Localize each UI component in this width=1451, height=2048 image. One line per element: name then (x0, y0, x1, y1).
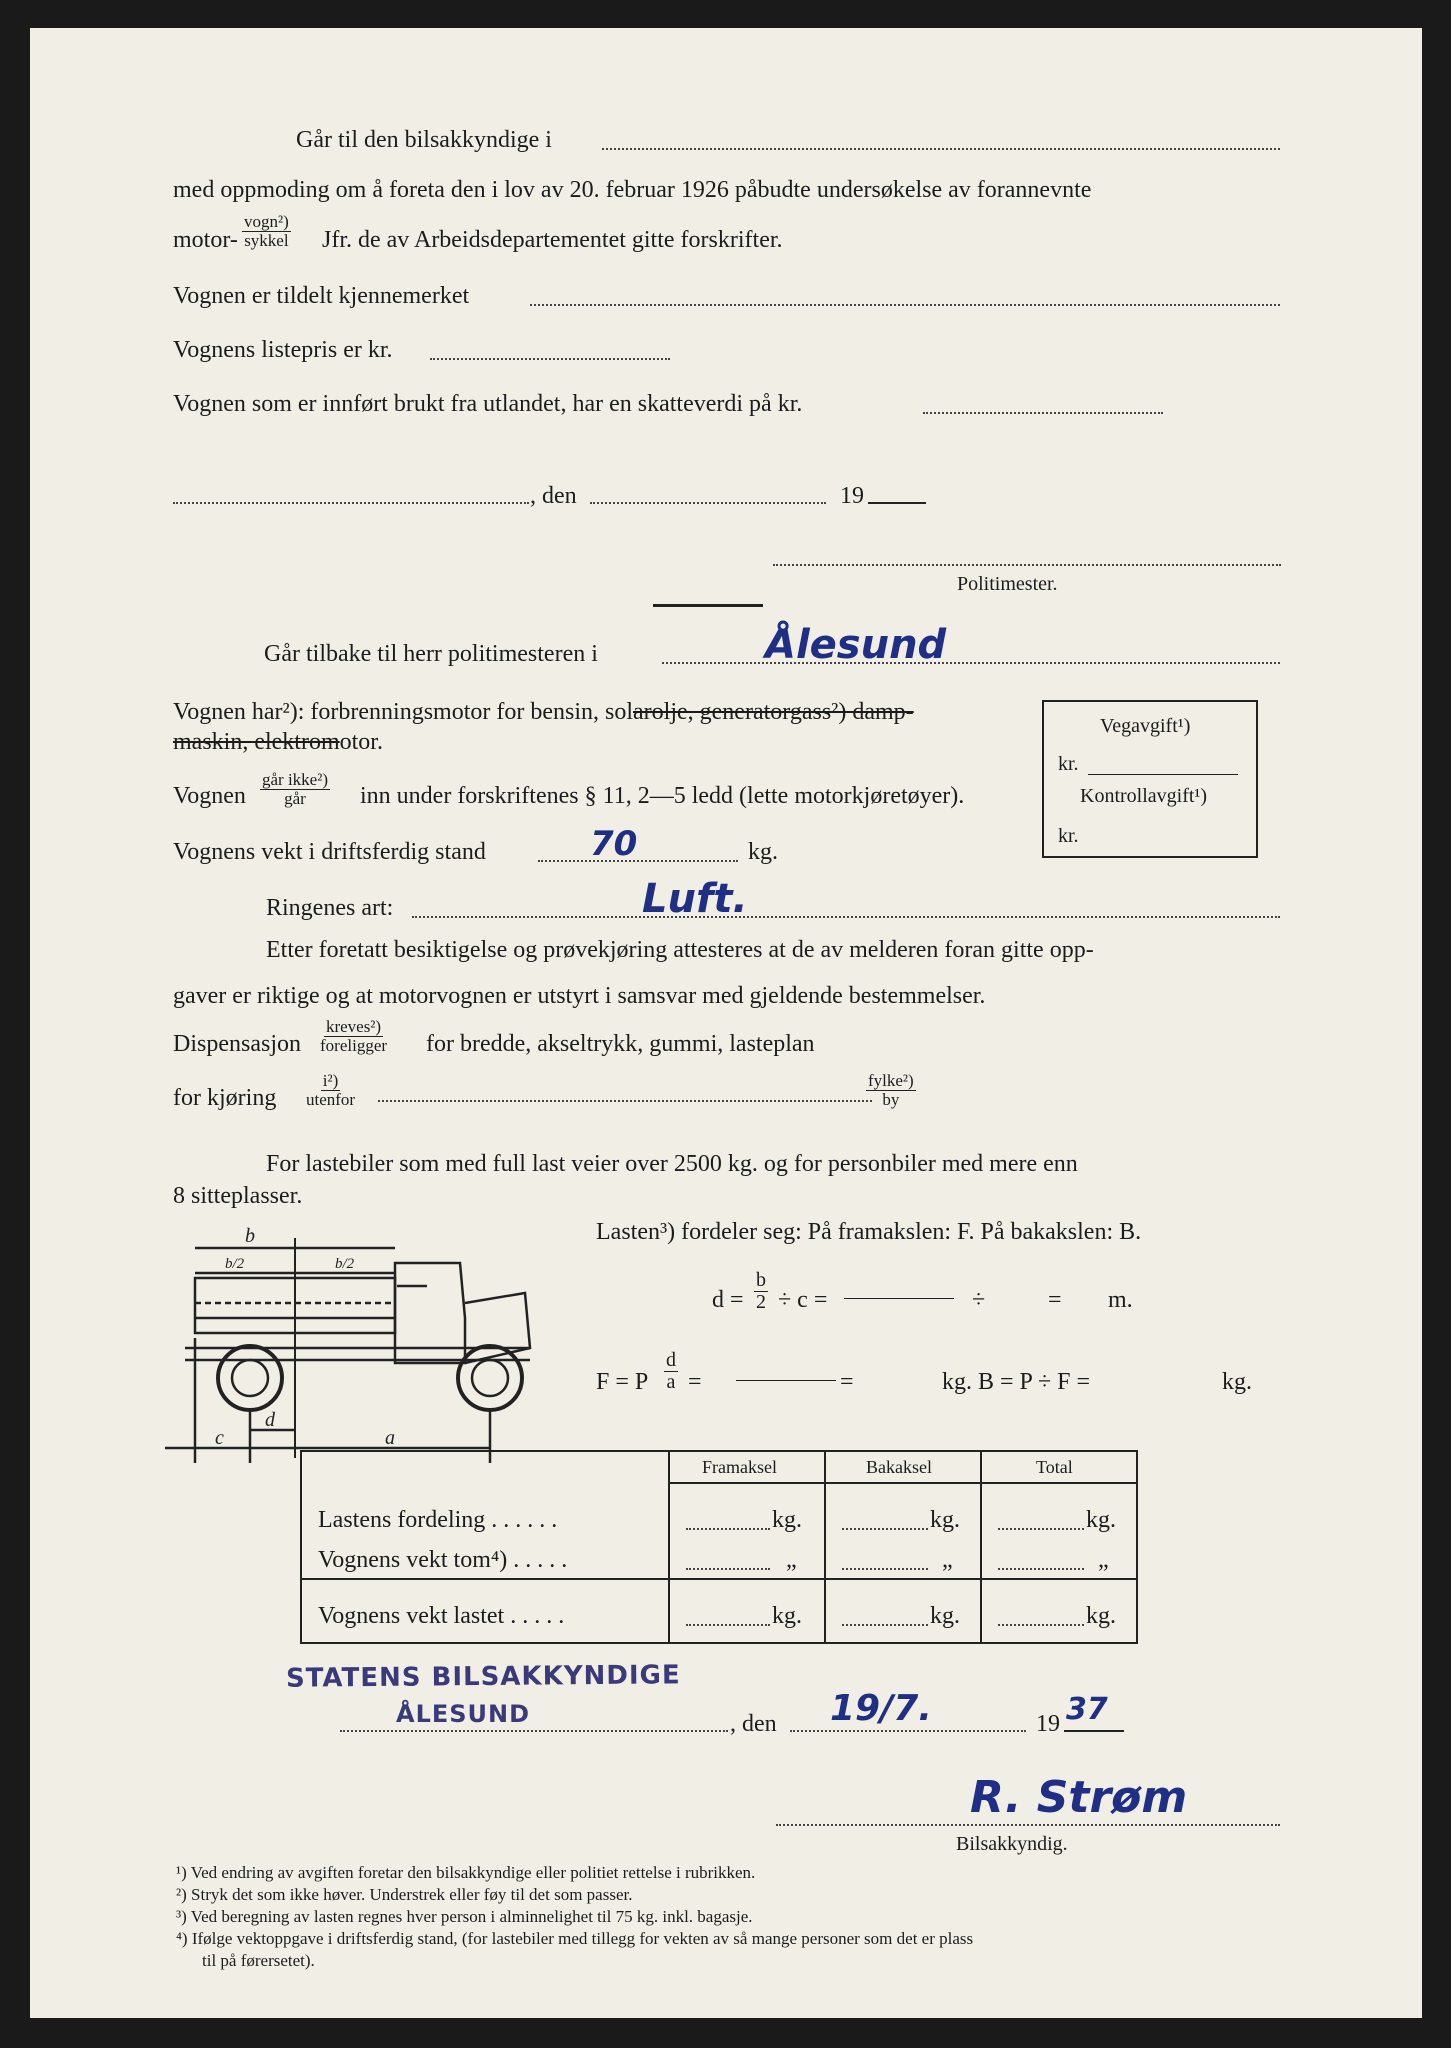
table-row-label-2: Vognens vekt tom⁴) . . . . . (318, 1547, 568, 1573)
driving-prefix: for kjøring (173, 1085, 277, 1111)
formula-two: 2 (756, 1291, 766, 1313)
motor-prefix: motor- (173, 227, 238, 253)
tyres-handwriting: Luft. (642, 876, 748, 922)
driving-fraction (306, 1072, 355, 1109)
formula-d-eq: d = (712, 1287, 744, 1313)
driving-right-fraction-top: fylke²) (868, 1071, 914, 1090)
regulation-text: inn under forskriftenes § 11, 2—5 ledd (lette motorkjøretøyer). (360, 783, 965, 809)
stamp-line-2: ÅLESUND (396, 1700, 531, 1728)
driving-fraction-top: i²) (322, 1071, 339, 1090)
tyres-label: Ringenes art: (266, 895, 394, 921)
footnote-3 (176, 1908, 753, 1927)
formula-kg-b: kg. B = P ÷ F = (942, 1369, 1091, 1395)
return-place-field[interactable] (662, 662, 1280, 664)
weight-label: Vognens vekt i driftsferdig stand (173, 839, 486, 865)
formula-eq: = (1048, 1287, 1062, 1313)
formula-minus-c: ÷ c = (778, 1287, 828, 1313)
driving-field[interactable] (378, 1100, 872, 1102)
engine-suffix: otor. (339, 729, 383, 755)
footnote-1 (176, 1864, 755, 1883)
control-fee-label: Kontrollavgift¹) (1080, 785, 1208, 807)
formula-m-unit: m. (1108, 1287, 1133, 1313)
police-den-label: , den (530, 483, 577, 509)
table-unit-1-3: kg. (1086, 1507, 1116, 1533)
footnote-3-mark: ³) (176, 1907, 187, 1926)
examiner-title: Bilsakkyndig. (956, 1833, 1068, 1855)
import-value-label: Vognen som er innført brukt fra utlandet, har en skatteverdi på kr. (173, 391, 803, 417)
formula-a: a (666, 1371, 676, 1393)
examiner-signature-field[interactable] (776, 1824, 1280, 1826)
truck-front-wheel (458, 1346, 522, 1410)
weight-unit: kg. (748, 839, 778, 865)
police-signature-field[interactable] (773, 564, 1281, 566)
table-unit-3-3: kg. (1086, 1603, 1116, 1629)
formula-d-field[interactable] (844, 1298, 954, 1299)
police-date-field[interactable] (590, 502, 826, 504)
table-total-divider (302, 1578, 1136, 1580)
dispensation-prefix: Dispensasjon (173, 1031, 301, 1057)
motor-fraction-bottom: sykkel (244, 230, 289, 250)
examiner-den-label: , den (730, 1711, 777, 1737)
motor-suffix: Jfr. de av Arbeidsdepartementet gitte forskrifter. (322, 227, 783, 253)
lorry-line-2: 8 sitteplasser. (173, 1183, 303, 1209)
examiner-place-field[interactable] (340, 1730, 728, 1732)
engine-prefix: Vognen har²): forbrenningsmotor for bensin, sol (173, 699, 634, 725)
footnote-3-text: Ved beregning av lasten regnes hver person i alminnelighet til 75 kg. inkl. bagasje. (190, 1907, 753, 1926)
table-row-label-3: Vognens vekt lastet . . . . . (318, 1603, 565, 1629)
regulation-fraction-bottom: går (284, 788, 306, 808)
table-cell-2-1[interactable] (686, 1568, 770, 1570)
return-place-handwriting: Ålesund (765, 622, 947, 668)
regulation-fraction-top: går ikke²) (262, 770, 328, 789)
goes-to-field[interactable] (602, 148, 1280, 150)
table-cell-2-3[interactable] (998, 1568, 1084, 1570)
weight-table (300, 1450, 1138, 1644)
examiner-year-prefix: 19 (1036, 1711, 1060, 1737)
truck-front-hub (472, 1360, 508, 1396)
goes-to-label: Går til den bilsakkyndige i (296, 127, 552, 153)
dim-c-label: c (215, 1427, 224, 1449)
table-col-divider-2 (824, 1452, 826, 1642)
return-label: Går tilbake til herr politimesteren i (264, 641, 598, 667)
table-unit-2-3: „ (1098, 1547, 1109, 1573)
dispensation-fraction-top: kreves²) (325, 1017, 382, 1036)
footnote-4 (176, 1930, 973, 1949)
table-cell-1-1[interactable] (686, 1528, 770, 1530)
driving-right-fraction (866, 1072, 916, 1109)
load-distribution-text: Lasten³) fordeler seg: På framakslen: F. På bakakslen: B. (596, 1219, 1142, 1245)
table-cell-3-3[interactable] (998, 1624, 1084, 1626)
attest-line-1: Etter foretatt besiktigelse og prøvekjøring attesteres at de av melderen foran gitte opp- (266, 937, 1094, 963)
table-row-label-1: Lastens fordeling . . . . . . (318, 1507, 558, 1533)
table-header-rear: Bakaksel (866, 1457, 932, 1477)
table-col-divider-3 (980, 1452, 982, 1642)
formula-d: d (666, 1349, 676, 1371)
table-header-total: Total (1036, 1457, 1073, 1477)
police-year-field[interactable] (868, 502, 926, 504)
table-unit-1-1: kg. (772, 1507, 802, 1533)
truck-hood (465, 1293, 530, 1363)
formula-d-over-a (664, 1350, 678, 1393)
police-place-field[interactable] (173, 502, 529, 504)
import-value-field[interactable] (923, 412, 1163, 414)
engine-struck-2: maskin, elektrom (173, 729, 340, 755)
footnote-2 (176, 1886, 632, 1905)
footnote-2-mark: ²) (176, 1885, 187, 1904)
table-unit-3-2: kg. (930, 1603, 960, 1629)
table-cell-2-2[interactable] (842, 1568, 928, 1570)
formula-kg: kg. (1222, 1369, 1252, 1395)
footnote-2-text: Stryk det som ikke høver. Understrek eller føy til det som passer. (191, 1885, 633, 1904)
table-header-divider (668, 1482, 1136, 1484)
regulation-fraction (260, 771, 330, 808)
examiner-year-field[interactable] (1064, 1730, 1124, 1732)
table-header-front: Framaksel (702, 1457, 777, 1477)
plate-label: Vognen er tildelt kjennemerket (173, 283, 470, 309)
examiner-year-handwriting: 37 (1066, 1692, 1108, 1727)
dispensation-fraction (320, 1018, 387, 1055)
list-price-field[interactable] (430, 358, 670, 360)
formula-minus: ÷ (972, 1287, 986, 1313)
truck-diagram (165, 1198, 595, 1468)
attest-line-2: gaver er riktige og at motorvognen er utstyrt i samsvar med gjeldende bestemmelser. (173, 983, 986, 1009)
table-unit-3-1: kg. (772, 1603, 802, 1629)
police-chief-label: Politimester. (957, 573, 1058, 595)
engine-line-2 (173, 730, 383, 754)
driving-right-fraction-bottom: by (882, 1089, 900, 1109)
weight-handwriting: 70 (590, 824, 638, 864)
engine-line-1 (173, 700, 914, 724)
table-col-divider-1 (668, 1452, 670, 1642)
dim-half-2-label: b/2 (335, 1256, 355, 1272)
stamp-line-1: STATENS BILSAKKYNDIGE (285, 1660, 681, 1694)
examiner-date-field[interactable] (790, 1730, 1026, 1732)
table-cell-1-3[interactable] (998, 1528, 1084, 1530)
dim-d-label: d (265, 1409, 275, 1431)
dim-b-label: b (245, 1225, 255, 1247)
form-page (30, 28, 1422, 2018)
lorry-line-1: For lastebiler som med full last veier over 2500 kg. og for personbiler med mere enn (266, 1151, 1078, 1177)
dispensation-text: for bredde, akseltrykk, gummi, lasteplan (426, 1031, 815, 1057)
motor-fraction (242, 213, 291, 250)
examiner-date-handwriting: 19/7. (830, 1688, 932, 1729)
motor-fraction-top: vogn²) (244, 212, 289, 231)
footnote-1-text: Ved endring av avgiften foretar den bilsakkyndige eller politiet rettelse i rubrikken. (190, 1863, 756, 1882)
fee-box (1042, 700, 1258, 858)
road-fee-field[interactable] (1088, 774, 1238, 775)
control-fee-kr: kr. (1058, 825, 1079, 847)
tyres-field[interactable] (412, 916, 1280, 918)
formula-b-over-2 (754, 1270, 768, 1313)
section-separator (653, 604, 763, 607)
truck-rear-wheel (218, 1346, 282, 1410)
formula-f-eq3: = (840, 1369, 854, 1395)
request-line: med oppmoding om å foreta den i lov av 20. februar 1926 påbudte undersøkelse av forannevnte (173, 177, 1092, 203)
examiner-signature: R. Strøm (970, 1772, 1188, 1823)
formula-f-eq2: = (688, 1369, 702, 1395)
table-cell-1-2[interactable] (842, 1528, 928, 1530)
footnote-4-cont: til på førersetet). (202, 1951, 315, 1970)
dim-half-1-label: b/2 (225, 1256, 245, 1272)
footnote-4-mark: ⁴) (176, 1929, 188, 1948)
table-unit-2-2: „ (942, 1547, 953, 1573)
road-fee-kr: kr. (1058, 753, 1079, 775)
engine-struck-1: arolje, generatorgass²) damp- (633, 699, 914, 725)
footnote-4-text: Ifølge vektoppgave i driftsferdig stand, (for lastebiler med tillegg for vekten av så mange personer som det er plass (191, 1929, 974, 1948)
truck-rear-hub (232, 1360, 268, 1396)
table-unit-2-1: „ (786, 1547, 797, 1573)
table-unit-1-2: kg. (930, 1507, 960, 1533)
weight-field[interactable] (538, 860, 738, 862)
list-price-label: Vognens listepris er kr. (173, 337, 393, 363)
table-cell-3-1[interactable] (686, 1624, 770, 1626)
plate-field[interactable] (530, 304, 1280, 306)
regulation-prefix: Vognen (173, 783, 246, 809)
table-cell-3-2[interactable] (842, 1624, 928, 1626)
driving-fraction-bottom: utenfor (306, 1089, 356, 1109)
police-year-label: 19 (840, 483, 864, 509)
formula-f-eq: F = P (596, 1369, 649, 1395)
footnote-1-mark: ¹) (176, 1863, 187, 1882)
formula-b: b (756, 1269, 766, 1291)
dispensation-fraction-bottom: foreligger (320, 1035, 388, 1055)
formula-f-field[interactable] (736, 1380, 836, 1381)
road-fee-label: Vegavgift¹) (1100, 715, 1191, 737)
dim-a-label: a (385, 1427, 395, 1449)
